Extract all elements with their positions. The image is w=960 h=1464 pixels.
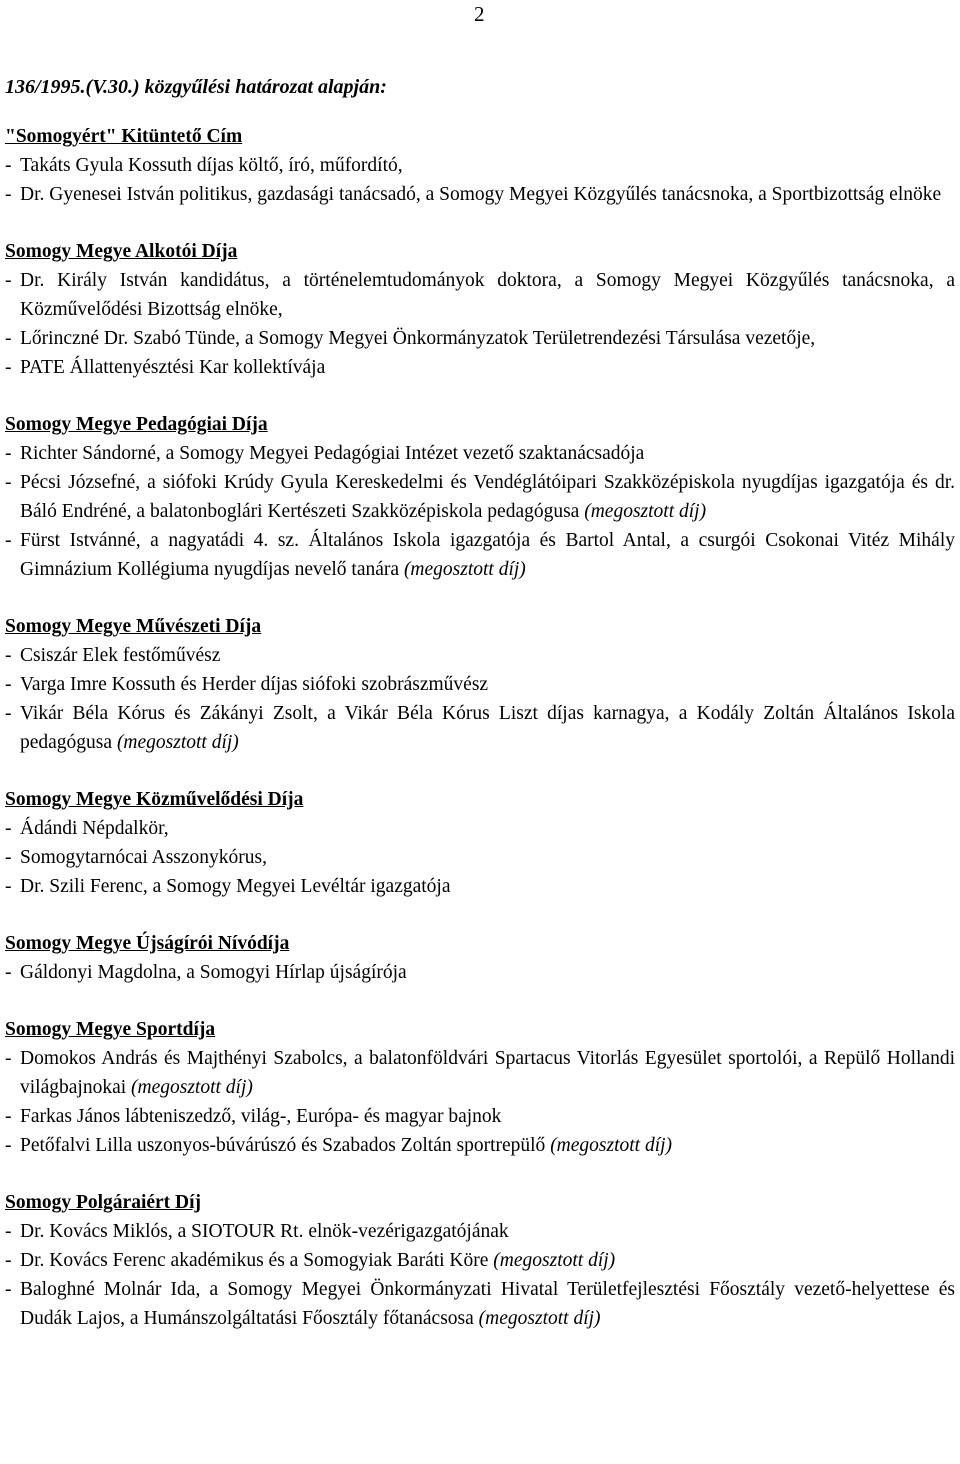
recipient-entry — [5, 1246, 955, 1275]
award-title: Somogy Polgáraiért Díj — [5, 1192, 202, 1213]
recipient-text: Dr. Kovács Ferenc akadémikus és a Somogyiak Baráti Köre — [20, 1250, 489, 1271]
award-title: Somogy Megye Pedagógiai Díja — [5, 414, 268, 435]
list-dash: - — [5, 530, 12, 551]
recipient-entry — [5, 266, 955, 324]
recipient-list — [5, 151, 955, 209]
shared-award-note: (megosztott díj) — [131, 1077, 253, 1098]
recipient-entry — [5, 439, 955, 468]
recipient-text: Farkas János lábteniszedző, világ-, Európa- és magyar bajnok — [20, 1106, 502, 1127]
recipient-entry — [5, 670, 955, 699]
recipient-text: Baloghné Molnár Ida, a Somogy Megyei Önkormányzati Hivatal Területfejlesztési Főosztály vezető-helyettese és Dudák Lajos, a Humánszolgáltatási Főosztály főtanácsosa — [20, 1279, 955, 1329]
recipient-entry — [5, 151, 955, 180]
shared-award-note: (megosztott díj) — [403, 559, 526, 580]
recipient-text: Richter Sándorné, a Somogy Megyei Pedagógiai Intézet vezető szaktanácsadója — [20, 443, 645, 464]
list-dash: - — [5, 847, 12, 868]
recipient-text: Dr. Király István kandidátus, a történelemtudományok doktora, a Somogy Megyei Közgyűlés tanácsnoka, a Közművelődési Bizottság elnöke, — [20, 270, 955, 320]
recipient-text: Somogytarnócai Asszonykórus, — [20, 847, 267, 868]
list-dash: - — [5, 357, 12, 378]
list-dash: - — [5, 155, 12, 176]
list-dash: - — [5, 1048, 12, 1069]
recipient-entry — [5, 1217, 955, 1246]
award-section — [5, 237, 955, 382]
list-dash: - — [5, 472, 12, 493]
recipient-text: Ádándi Népdalkör, — [20, 818, 169, 839]
award-title: Somogy Megye Művészeti Díja — [5, 616, 262, 637]
recipient-text: Dr. Kovács Miklós, a SIOTOUR Rt. elnök-vezérigazgatójának — [20, 1221, 509, 1242]
recipient-text: Varga Imre Kossuth és Herder díjas siófoki szobrászművész — [20, 674, 489, 695]
recipient-list — [5, 1217, 955, 1333]
award-title: "Somogyért" Kitüntető Cím — [5, 126, 243, 147]
page-number: 2 — [474, 2, 485, 26]
recipient-entry — [5, 872, 955, 901]
shared-award-note: (megosztott díj) — [550, 1135, 673, 1156]
list-dash: - — [5, 184, 12, 205]
award-section — [5, 612, 955, 757]
recipient-entry — [5, 843, 955, 872]
list-dash: - — [5, 1135, 12, 1156]
award-sections — [5, 122, 955, 1333]
shared-award-note: (megosztott díj) — [116, 732, 239, 753]
recipient-text: Dr. Szili Ferenc, a Somogy Megyei Levéltár igazgatója — [20, 876, 451, 897]
recipient-text: PATE Állattenyésztési Kar kollektívája — [20, 357, 326, 378]
recipient-text: Csiszár Elek festőművész — [20, 645, 221, 666]
recipient-entry — [5, 958, 955, 987]
list-dash: - — [5, 876, 12, 897]
award-section — [5, 1015, 955, 1160]
recipient-text: Dr. Gyenesei István politikus, gazdasági tanácsadó, a Somogy Megyei Közgyűlés tanácsnoka, a Sportbizottság elnöke — [20, 184, 942, 205]
recipient-list — [5, 266, 955, 382]
recipient-text: Petőfalvi Lilla uszonyos-búvárúszó és Szabados Zoltán sportrepülő — [20, 1135, 546, 1156]
recipient-list — [5, 641, 955, 757]
award-section — [5, 785, 955, 901]
shared-award-note: (megosztott díj) — [493, 1250, 616, 1271]
recipient-entry — [5, 526, 955, 584]
award-section — [5, 1188, 955, 1333]
list-dash: - — [5, 1221, 12, 1242]
list-dash: - — [5, 443, 12, 464]
list-dash: - — [5, 1106, 12, 1127]
recipient-text: Domokos András és Majthényi Szabolcs, a balatonföldvári Spartacus Vitorlás Egyesület sportolói, a Repülő Hollandi világbajnokai — [20, 1048, 955, 1098]
list-dash: - — [5, 818, 12, 839]
recipient-list — [5, 439, 955, 584]
recipient-entry — [5, 324, 955, 353]
award-title: Somogy Megye Közművelődési Díja — [5, 789, 304, 810]
recipient-text: Pécsi Józsefné, a siófoki Krúdy Gyula Kereskedelmi és Vendéglátóipari Szakközépiskola nyugdíjas igazgatója és dr. Báló Endréné, a balatonboglári Kertészeti Szakközépiskola pedagógusa — [20, 472, 955, 522]
recipient-list — [5, 958, 955, 987]
list-dash: - — [5, 703, 12, 724]
award-title: Somogy Megye Alkotói Díja — [5, 241, 238, 262]
recipient-entry — [5, 1275, 955, 1333]
list-dash: - — [5, 1250, 12, 1271]
recipient-entry — [5, 814, 955, 843]
recipient-text: Takáts Gyula Kossuth díjas költő, író, műfordító, — [20, 155, 403, 176]
list-dash: - — [5, 674, 12, 695]
list-dash: - — [5, 328, 12, 349]
recipient-entry — [5, 468, 955, 526]
list-dash: - — [5, 1279, 12, 1300]
shared-award-note: (megosztott díj) — [478, 1308, 601, 1329]
recipient-text: Vikár Béla Kórus és Zákányi Zsolt, a Vikár Béla Kórus Liszt díjas karnagya, a Kodály Zoltán Általános Iskola pedagógusa — [20, 703, 955, 753]
recipient-list — [5, 814, 955, 901]
recipient-entry — [5, 699, 955, 757]
recipient-text: Fürst Istvánné, a nagyatádi 4. sz. Általános Iskola igazgatója és Bartol Antal, a csurgói Csokonai Vitéz Mihály Gimnázium Kollégiuma nyugdíjas nevelő tanára — [20, 530, 955, 580]
recipient-entry — [5, 353, 955, 382]
recipient-text: Lőrinczné Dr. Szabó Tünde, a Somogy Megyei Önkormányzatok Területrendezési Társulása vezetője, — [20, 328, 816, 349]
recipient-entry — [5, 1044, 955, 1102]
document-page — [5, 72, 955, 1361]
award-section — [5, 122, 955, 209]
award-section — [5, 410, 955, 584]
list-dash: - — [5, 270, 12, 291]
award-section — [5, 929, 955, 987]
list-dash: - — [5, 645, 12, 666]
recipient-entry — [5, 1102, 955, 1131]
recipient-entry — [5, 180, 955, 209]
recipient-list — [5, 1044, 955, 1160]
recipient-entry — [5, 1131, 955, 1160]
list-dash: - — [5, 962, 12, 983]
shared-award-note: (megosztott díj) — [584, 501, 707, 522]
award-title: Somogy Megye Sportdíja — [5, 1019, 216, 1040]
recipient-text: Gáldonyi Magdolna, a Somogyi Hírlap újságírója — [20, 962, 407, 983]
award-title: Somogy Megye Újságírói Nívódíja — [5, 933, 290, 954]
recipient-entry — [5, 641, 955, 670]
resolution-heading: 136/1995.(V.30.) közgyűlési határozat alapján: — [5, 76, 387, 98]
